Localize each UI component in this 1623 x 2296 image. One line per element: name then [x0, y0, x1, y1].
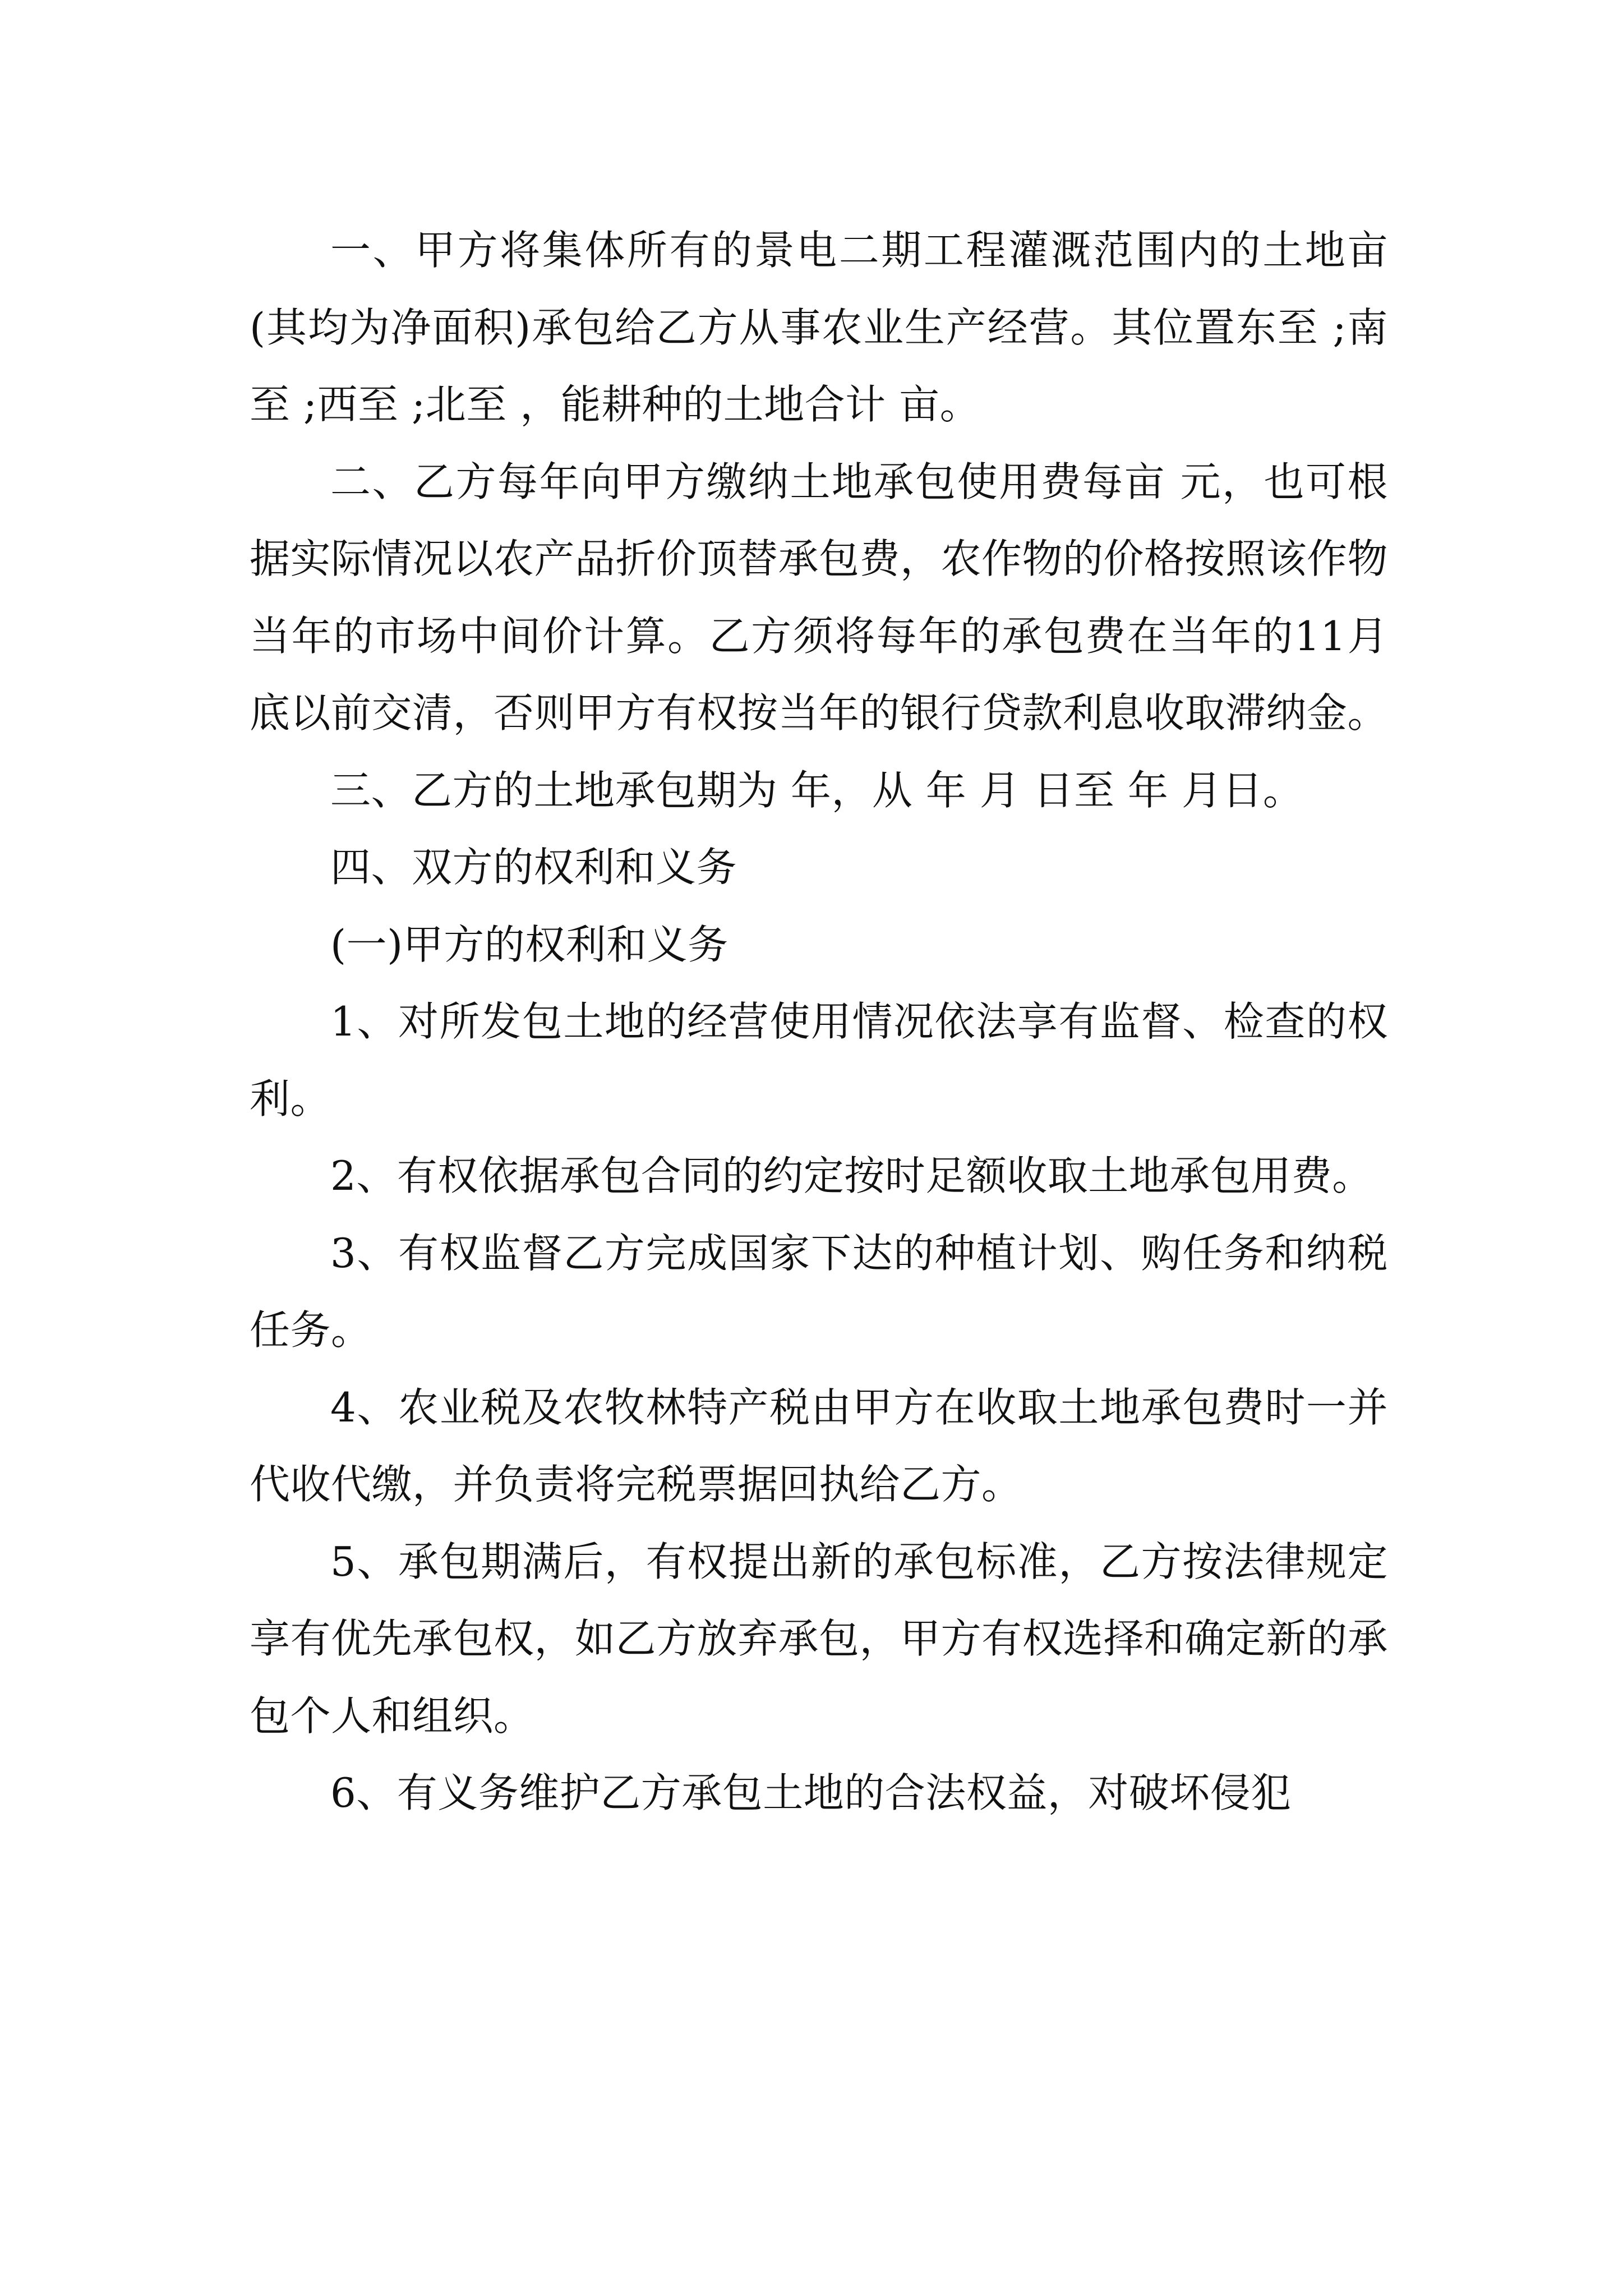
list-item-3: 3、有权监督乙方完成国家下达的种植计划、购任务和纳税任务。	[250, 1229, 1388, 1354]
list-item-4: 4、农业税及农牧林特产税由甲方在收取土地承包费时一并代收代缴，并负责将完税票据回执给乙方。	[250, 1383, 1388, 1508]
paragraph-2: 二、乙方每年向甲方缴纳土地承包使用费每亩 元，也可根据实际情况以农产品折价顶替承包费，农作物的价格按照该作物当年的市场中间价计算。乙方须将每年的承包费在当年的11月底以前交清，否则甲方有权按当年的银行贷款利息收取滞纳金。	[250, 458, 1389, 737]
list-item-5: 5、承包期满后，有权提出新的承包标准，乙方按法律规定享有优先承包权，如乙方放弃承包，甲方有权选择和确定新的承包个人和组织。	[250, 1538, 1389, 1740]
subsection-heading-party-a: (一)甲方的权利和义务	[330, 921, 728, 968]
paragraph-1: 一、甲方将集体所有的景电二期工程灌溉范围内的土地亩(其均为净面积)承包给乙方从事农业生产经营。其位置东至 ;南至 ;西至 ;北至 ，能耕种的土地合计 亩。	[250, 227, 1388, 428]
section-heading-rights-obligations: 四、双方的权利和义务	[330, 844, 737, 891]
list-item-1: 1、对所发包土地的经营使用情况依法享有监督、检查的权利。	[250, 998, 1388, 1122]
paragraph-3: 三、乙方的土地承包期为 年，从 年 月 日至 年 月日。	[330, 766, 1304, 814]
document-page	[250, 212, 1388, 1832]
list-item-6: 6、有义务维护乙方承包土地的合法权益，对破坏侵犯	[330, 1769, 1292, 1816]
list-item-2: 2、有权依据承包合同的约定按时足额收取土地承包用费。	[330, 1152, 1373, 1199]
